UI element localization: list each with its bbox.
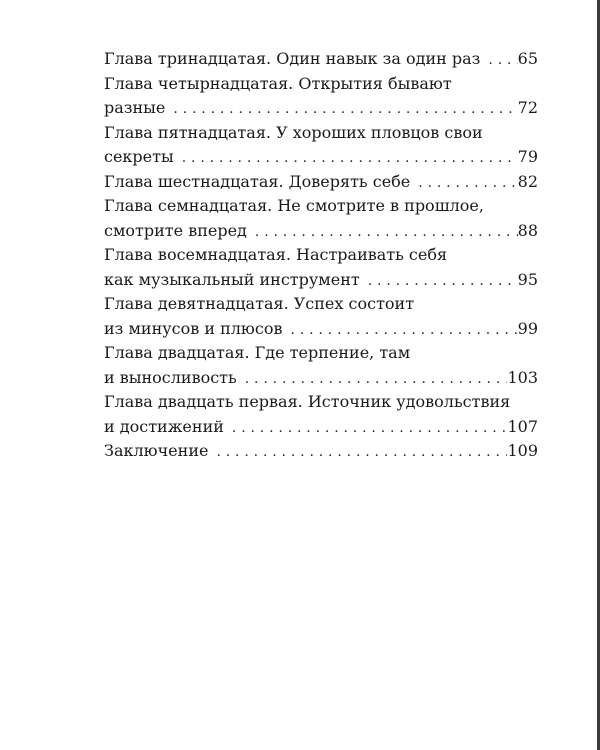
dot-leader <box>282 318 517 343</box>
toc-entry-title: Глава девятнадцатая. Успех состоит <box>104 294 415 313</box>
dot-leader <box>174 146 518 171</box>
toc-page-number: 103 <box>507 367 538 387</box>
dot-leader <box>480 48 517 73</box>
toc-page-number: 99 <box>517 318 538 338</box>
toc-page-number: 109 <box>507 441 538 460</box>
toc-entry-title: Глава шестнадцатая. Доверять себе <box>104 171 411 191</box>
toc-entry-title: Заключение <box>104 441 209 460</box>
toc-entry-title-continued: из минусов и плюсов <box>104 318 283 338</box>
dot-leader <box>247 220 518 245</box>
toc-entry-title-continued: как музыкальный инструмент <box>104 269 360 289</box>
toc-entry-title-continued: разные <box>104 98 166 117</box>
toc-entry-chapter-13[interactable] <box>104 47 538 72</box>
toc-entry-title: Глава восемнадцатая. Настраивать себя <box>104 245 448 264</box>
dot-leader <box>208 440 507 465</box>
toc-entry-chapter-18[interactable] <box>104 243 538 292</box>
toc-entry-chapter-16[interactable] <box>104 170 538 195</box>
table-of-contents <box>104 47 538 464</box>
toc-entry-title: Глава пятнадцатая. У хороших пловцов свои <box>104 122 483 142</box>
toc-entry-title-continued: и достижений <box>104 416 224 436</box>
toc-page-number: 82 <box>517 171 538 191</box>
toc-entry-chapter-17[interactable] <box>104 194 538 243</box>
dot-leader <box>165 97 517 122</box>
toc-entry-title-continued: и выносливость <box>104 367 237 387</box>
toc-page-number: 65 <box>517 49 538 68</box>
toc-entry-chapter-21[interactable] <box>104 390 538 439</box>
dot-leader <box>224 416 508 441</box>
toc-entry-title: Глава тринадцатая. Один навык за один раз <box>104 49 481 68</box>
toc-entry-title-continued: секреты <box>104 147 174 166</box>
toc-page-number: 72 <box>517 98 538 117</box>
dot-leader <box>410 171 517 196</box>
toc-page-number: 79 <box>517 147 538 166</box>
toc-entry-chapter-14[interactable] <box>104 72 538 121</box>
dot-leader <box>360 269 518 294</box>
toc-entry-chapter-20[interactable] <box>104 341 538 390</box>
toc-entry-conclusion[interactable] <box>104 439 538 464</box>
toc-entry-title-continued: смотрите вперед <box>104 220 247 240</box>
toc-entry-title: Глава двадцатая. Где терпение, там <box>104 343 411 362</box>
toc-entry-title: Глава двадцать первая. Источник удовольствия <box>104 392 511 411</box>
dot-leader <box>237 367 508 392</box>
toc-entry-chapter-15[interactable] <box>104 121 538 170</box>
toc-page-number: 95 <box>517 269 538 289</box>
toc-entry-title: Глава четырнадцатая. Открытия бывают <box>104 73 452 93</box>
toc-page-number: 107 <box>507 416 538 436</box>
toc-page-number: 88 <box>517 220 538 240</box>
toc-entry-title: Глава семнадцатая. Не смотрите в прошлое, <box>104 196 484 215</box>
toc-entry-chapter-19[interactable] <box>104 292 538 341</box>
